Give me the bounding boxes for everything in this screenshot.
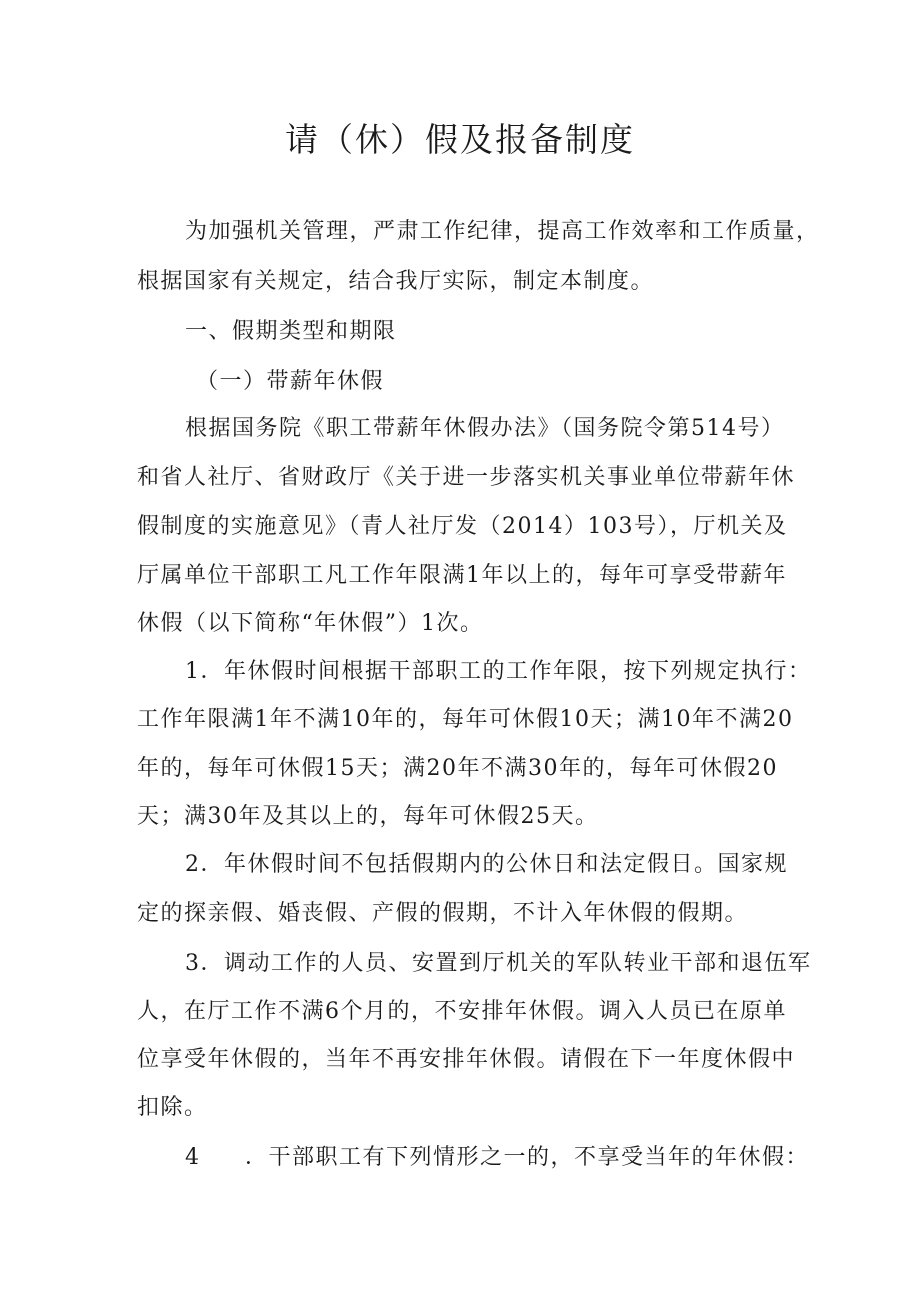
paragraph-line: 假制度的实施意见》（青人社厅发（2014）103号），厅机关及 xyxy=(137,514,788,539)
paragraph-line: 天；满30年及其以上的，每年可休假25天。 xyxy=(137,804,599,829)
paragraph-line: 1．年休假时间根据干部职工的工作年限，按下列规定执行： xyxy=(185,659,812,684)
paragraph-line: 根据国家有关规定，结合我厅实际，制定本制度。 xyxy=(137,269,655,294)
paragraph-line: 厅属单位干部职工凡工作年限满1年以上的，每年可享受带薪年 xyxy=(137,563,787,588)
paragraph-line: 人，在厅工作不满6个月的，不安排年休假。调入人员已在原单 xyxy=(137,999,787,1024)
paragraph-line: 扣除。 xyxy=(137,1095,208,1120)
paragraph-line: 为加强机关管理，严肃工作纪律，提高工作效率和工作质量， xyxy=(185,219,820,244)
section-heading: 一、假期类型和期限 xyxy=(185,319,397,344)
item-number: 4 xyxy=(185,1145,201,1170)
paragraph-line: 定的探亲假、婚丧假、产假的假期，不计入年休假的假期。 xyxy=(137,901,749,926)
document-title: 请（休）假及报备制度 xyxy=(285,120,635,159)
paragraph-line: 和省人社厅、省财政厅《关于进一步落实机关事业单位带薪年休 xyxy=(137,465,796,490)
paragraph-line: 根据国务院《职工带薪年休假办法》（国务院令第514号） xyxy=(185,416,785,441)
paragraph-line: 2．年休假时间不包括假期内的公休日和法定假日。国家规 xyxy=(185,852,788,877)
paragraph-line: 3．调动工作的人员、安置到厅机关的军队转业干部和退伍军 xyxy=(185,951,812,976)
subsection-heading: （一）带薪年休假 xyxy=(196,369,385,394)
paragraph-line: ．干部职工有下列情形之一的，不享受当年的年休假： xyxy=(245,1145,810,1170)
paragraph-line: 位享受年休假的，当年不再安排年休假。请假在下一年度休假中 xyxy=(137,1047,796,1072)
paragraph-line: 年的，每年可休假15天；满20年不满30年的，每年可休假20 xyxy=(137,756,778,781)
paragraph-line: 休假（以下简称“年休假”）1次。 xyxy=(137,611,484,636)
paragraph-line: 工作年限满1年不满10年的，每年可休假10天；满10年不满20 xyxy=(137,707,794,732)
